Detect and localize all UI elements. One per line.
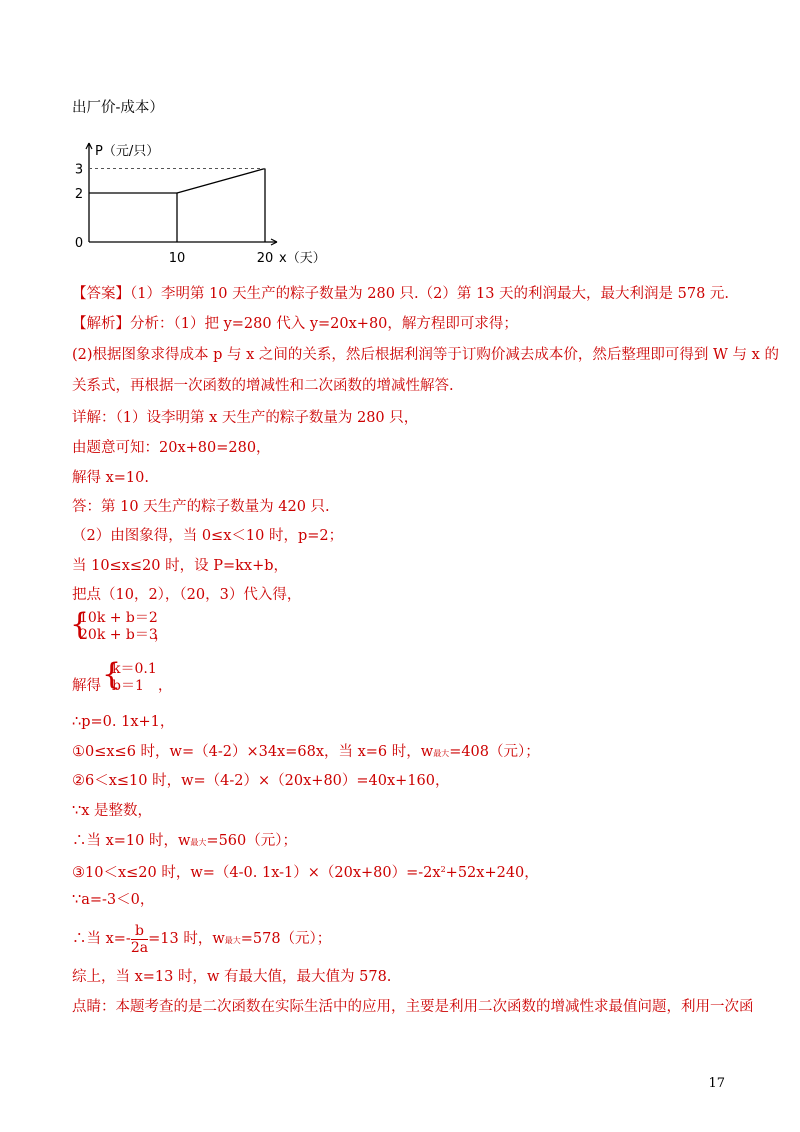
fraction <box>131 923 148 956</box>
answer-line <box>72 284 729 304</box>
l15-text-b: =13 时，w <box>148 931 225 947</box>
equation-system-1 <box>70 608 190 648</box>
detail-line-16: 综上，当 x=13 时，w 有最大值，最大值为 578. <box>72 969 392 985</box>
y-tick-label: 3 <box>75 162 84 178</box>
detail-line-3: 解得 x=10. <box>72 470 149 486</box>
answer-tag: 【答案】 <box>72 286 130 302</box>
l13-superscript: 2 <box>440 865 446 874</box>
analysis-text-1: 分析：（1）把 y=280 代入 y=20x+80，解方程即可求得； <box>130 316 518 332</box>
detail-line-14: ∵a=-3＜0， <box>72 892 155 908</box>
equation-1-tail: ， <box>154 627 168 643</box>
l9-text-a: ①0≤x≤6 时，w=（4-2）×34x=68x，当 x=6 时，w <box>72 744 434 760</box>
detail-line-10: ②6＜x≤10 时，w=（4-2）×（20x+80）=40x+160， <box>72 773 450 789</box>
fraction-denominator: 2a <box>130 939 149 956</box>
price-chart <box>75 135 335 265</box>
origin-label: 0 <box>75 236 84 251</box>
equation-2b: b＝1 <box>112 678 144 694</box>
left-brace: { <box>70 607 90 642</box>
l15-text-c: =578（元）； <box>240 931 332 947</box>
equation-system-2 <box>72 658 212 698</box>
analysis-tag: 【解析】 <box>72 316 130 332</box>
l12-text-a: ∴当 x=10 时，w <box>72 833 191 849</box>
chart-marks <box>89 169 265 243</box>
analysis-line-3: 关系式，再根据一次函数的增减性和二次函数的增减性解答. <box>72 378 454 394</box>
equation-1b: 20k + b＝3 <box>79 627 158 643</box>
detail-line-9 <box>72 742 540 764</box>
l15-text-a: ∴当 x=- <box>72 931 131 947</box>
continued-text: 出厂价-成本） <box>72 100 164 116</box>
chart-labels <box>75 144 326 265</box>
detail-line-15 <box>72 919 331 961</box>
l13-text-b: +52x+240， <box>445 865 539 881</box>
detail-line-1: 详解：（1）设李明第 x 天生产的粽子数量为 280 只， <box>72 410 419 426</box>
y-axis-label: P（元/只） <box>95 144 160 159</box>
analysis-line-2: (2)根据图象求得成本 p 与 x 之间的关系，然后根据利润等于订购价减去成本价，然后整理即可得到 W 与 x 的 <box>72 347 779 363</box>
solve-prefix: 解得 <box>72 678 101 694</box>
x-tick-label: 10 <box>168 251 186 265</box>
detail-line-2: 由题意可知：20x+80=280， <box>72 440 271 456</box>
l15-subscript: 最大 <box>224 936 241 945</box>
detail-line-8: ∴p=0. 1x+1， <box>72 714 175 730</box>
y-tick-label: 2 <box>75 187 84 202</box>
fraction-numerator: b <box>131 923 148 940</box>
l13-text-a: ③10＜x≤20 时，w=（4-0. 1x-1）×（20x+80）=-2x <box>72 865 441 881</box>
l12-text-b: =560（元）； <box>206 833 297 849</box>
l12-subscript: 最大 <box>190 838 207 847</box>
equation-2-tail: ， <box>158 678 172 694</box>
l9-text-b: =408（元）； <box>449 744 540 760</box>
l9-subscript: 最大 <box>433 749 450 758</box>
answer-text: （1）李明第 10 天生产的粽子数量为 280 只.（2）第 13 天的利润最大，最大利润是 578 元. <box>130 286 730 302</box>
x-axis-label: x（天） <box>279 251 326 265</box>
detail-line-6: 当 10≤x≤20 时，设 P=kx+b， <box>72 558 289 574</box>
detail-line-13 <box>72 860 539 883</box>
detail-line-17: 点睛：本题考查的是二次函数在实际生活中的应用，主要是利用二次函数的增减性求最值问题，利用一次函 <box>72 999 754 1015</box>
detail-line-5: （2）由图象得，当 0≤x＜10 时，p=2； <box>72 528 344 544</box>
detail-line-11: ∵x 是整数， <box>72 803 153 819</box>
detail-line-7: 把点（10，2），（20，3）代入得， <box>72 587 302 603</box>
equation-1a: 10k + b＝2 <box>79 610 158 626</box>
detail-line-4: 答：第 10 天生产的粽子数量为 420 只. <box>72 499 330 515</box>
series-segment <box>177 169 265 194</box>
equation-2a: k＝0.1 <box>112 661 157 677</box>
analysis-line-1 <box>72 314 518 334</box>
x-tick-label: 20 <box>256 251 274 265</box>
left-brace: { <box>102 657 122 692</box>
page-number: 17 <box>708 1076 725 1091</box>
detail-line-12 <box>72 831 297 853</box>
